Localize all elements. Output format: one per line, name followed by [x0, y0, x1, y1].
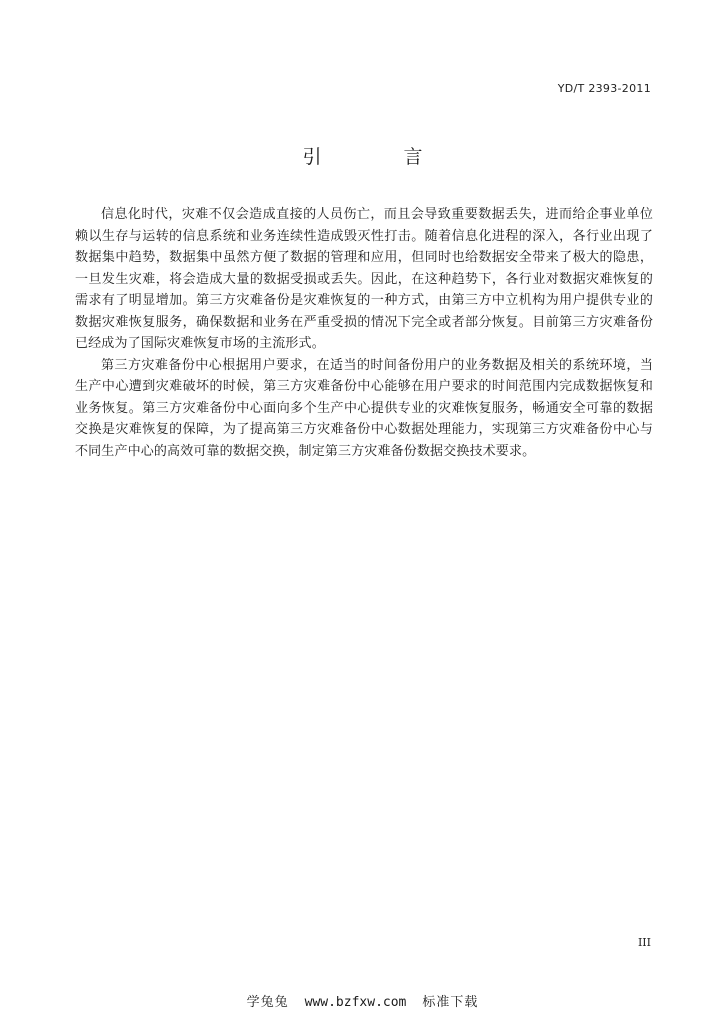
document-code: YD/T 2393-2011: [557, 82, 651, 95]
footer-url-link[interactable]: www.bzfxw.com: [304, 995, 407, 1010]
page-title: 引 言: [302, 146, 461, 168]
paragraph-1: 信息化时代，灾难不仅会造成直接的人员伤亡，而且会导致重要数据丢失，进而给企事业单位赖以生存与运转的信息系统和业务连续性造成毁灭性打击。随着信息化进程的深入，各行业出现了数据集中趋势，数据集中虽然方便了数据的管理和应用，但同时也给数据安全带来了极大的隐患，一旦发生灾难，将会造成大量的数据受损或丢失。因此，在这种趋势下，各行业对数据灾难恢复的需求有了明显增加。第三方灾难备份是灾难恢复的一种方式，由第三方中立机构为用户提供专业的数据灾难恢复服务，确保数据和业务在严重受损的情况下完全或者部分恢复。目前第三方灾难备份已经成为了国际灾难恢复市场的主流形式。: [75, 207, 653, 351]
footer-watermark: [0, 991, 725, 1010]
footer-site-name: 学兔兔: [246, 995, 289, 1010]
footer-tagline: 标准下载: [422, 995, 479, 1010]
page-number: III: [637, 936, 651, 949]
body-text: [75, 204, 653, 462]
paragraph-2: 第三方灾难备份中心根据用户要求，在适当的时间备份用户的业务数据及相关的系统环境，当生产中心遭到灾难破坏的时候，第三方灾难备份中心能够在用户要求的时间范围内完成数据恢复和业务恢复。第三方灾难备份中心面向多个生产中心提供专业的灾难恢复服务，畅通安全可靠的数据交换是灾难恢复的保障，为了提高第三方灾难备份中心数据处理能力，实现第三方灾难备份中心与不同生产中心的高效可靠的数据交换，制定第三方灾难备份数据交换技术要求。: [75, 357, 653, 459]
